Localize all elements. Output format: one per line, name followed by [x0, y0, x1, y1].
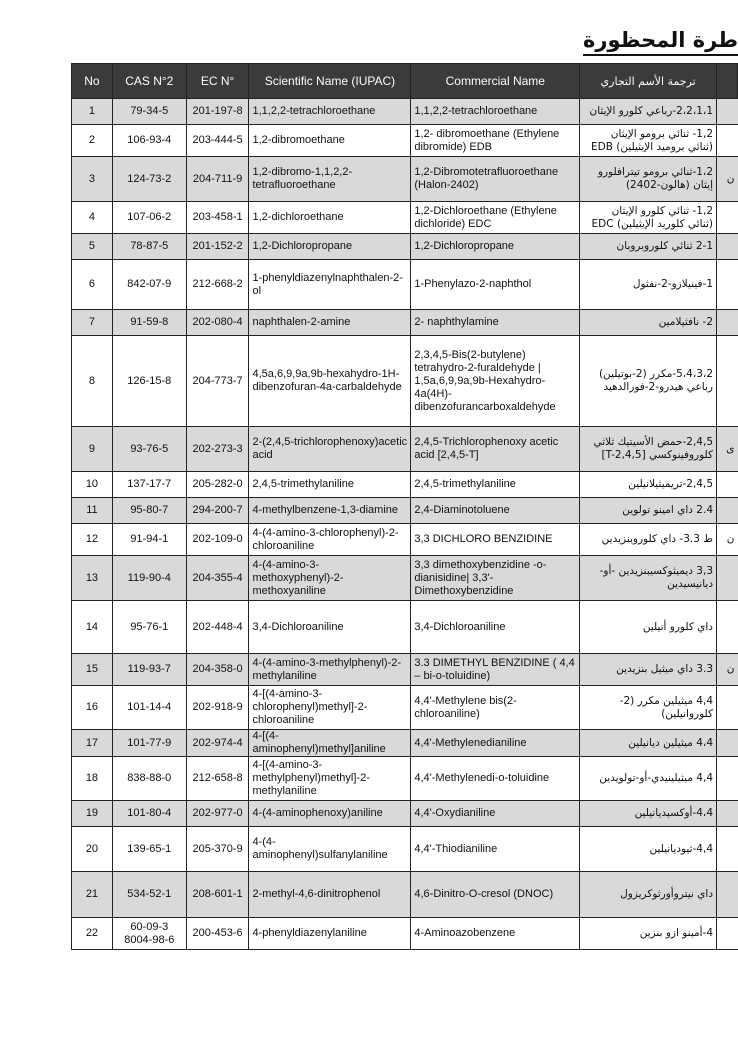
cell-commercial: 1,2-Dichloropropane [411, 234, 580, 260]
cell-commercial: 2,4,5-Trichlorophenoxy acetic acid [2,4,5-T] [411, 427, 580, 472]
cell-edge [717, 827, 738, 872]
cell-cas: 124-73-2 [112, 157, 186, 202]
table-row [72, 234, 738, 260]
header-cas: CAS N°2 [112, 64, 186, 99]
cell-edge [717, 260, 738, 310]
cell-ec: 201-152-2 [186, 234, 249, 260]
cell-ec: 212-658-8 [186, 757, 249, 801]
cell-commercial: 4,4'-Oxydianiline [411, 801, 580, 827]
cell-arabic: 2,4,5-تريميثيلانيلين [580, 472, 717, 498]
cell-arabic: داي نيتروأورثوكريزول [580, 872, 717, 918]
cell-iupac: 4,5a,6,9,9a,9b-hexahydro-1H-dibenzofuran-4a-carbaldehyde [249, 336, 411, 427]
cell-arabic: 4,4-ثيوديانيلين [580, 827, 717, 872]
cell-edge [717, 202, 738, 234]
cell-commercial: 1-Phenylazo-2-naphthol [411, 260, 580, 310]
cell-no: 9 [72, 427, 113, 472]
cell-cas: 126-15-8 [112, 336, 186, 427]
cell-no: 8 [72, 336, 113, 427]
cell-iupac: 1,2-dibromoethane [249, 125, 411, 157]
cell-iupac: 2-methyl-4,6-dinitrophenol [249, 872, 411, 918]
cell-cas: 91-94-1 [112, 524, 186, 556]
cell-edge [717, 686, 738, 730]
cell-ec: 208-601-1 [186, 872, 249, 918]
cell-cas: 842-07-9 [112, 260, 186, 310]
cell-no: 5 [72, 234, 113, 260]
cell-cas: 79-34-5 [112, 99, 186, 125]
cell-arabic: ط 3.3- داي كلوروبنزيدين [580, 524, 717, 556]
cell-ec: 205-282-0 [186, 472, 249, 498]
cell-ec: 294-200-7 [186, 498, 249, 524]
cell-cas: 119-90-4 [112, 556, 186, 601]
cell-cas: 534-52-1 [112, 872, 186, 918]
header-iupac: Scientific Name (IUPAC) [249, 64, 411, 99]
table-row [72, 524, 738, 556]
cell-commercial: 4,4'-Methylenedianiline [411, 730, 580, 757]
cell-edge [717, 99, 738, 125]
cell-arabic: 3,3 ديميثوكسيبنزيدين -أو- ديانيسيدين [580, 556, 717, 601]
cell-arabic: 4-أمينو ازو بنزين [580, 918, 717, 950]
cell-no: 12 [72, 524, 113, 556]
cell-arabic: 2- نافثيلامين [580, 310, 717, 336]
cell-arabic: 2,4,5-حمض الأسيتيك ثلاثي كلوروفينوكسي [T-2,4,5] [580, 427, 717, 472]
cell-iupac: 4-[(4-amino-3-chlorophenyl)methyl]-2-chloroaniline [249, 686, 411, 730]
cell-edge: ن [717, 654, 738, 686]
table-row [72, 757, 738, 801]
cell-edge [717, 872, 738, 918]
cell-commercial: 1,1,2,2-tetrachloroethane [411, 99, 580, 125]
cell-commercial: 4-Aminoazobenzene [411, 918, 580, 950]
cell-iupac: 1,2-dichloroethane [249, 202, 411, 234]
table-row [72, 125, 738, 157]
cell-arabic: 2،2،1،1-رباعي كلورو الإيثان [580, 99, 717, 125]
cell-cas: 91-59-8 [112, 310, 186, 336]
cell-iupac: 1,1,2,2-tetrachloroethane [249, 99, 411, 125]
cell-edge [717, 801, 738, 827]
cell-commercial: 2- naphthylamine [411, 310, 580, 336]
table-row [72, 498, 738, 524]
cell-ec: 202-974-4 [186, 730, 249, 757]
table-row [72, 260, 738, 310]
cell-cas: 106-93-4 [112, 125, 186, 157]
header-arabic: ترجمة الأسم التجاري [580, 64, 717, 99]
cell-ec: 202-080-4 [186, 310, 249, 336]
table-row [72, 472, 738, 498]
cell-iupac: 4-phenyldiazenylaniline [249, 918, 411, 950]
cell-cas: 95-76-1 [112, 601, 186, 654]
cell-edge [717, 234, 738, 260]
cell-edge [717, 310, 738, 336]
cell-iupac: 2-(2,4,5-trichlorophenoxy)acetic acid [249, 427, 411, 472]
table-row [72, 310, 738, 336]
cell-iupac: 4-(4-amino-3-methoxyphenyl)-2-methoxyaniline [249, 556, 411, 601]
cell-iupac: 1-phenyldiazenylnaphthalen-2-ol [249, 260, 411, 310]
cell-edge [717, 125, 738, 157]
cell-commercial: 2,3,4,5-Bis(2-butylene) tetrahydro-2-furaldehyde | 1,5a,6,9,9a,9b-Hexahydro-4a(4H)-dibenzofurancarboxaldehyde [411, 336, 580, 427]
cell-commercial: 1,2-Dibromotetrafluoroethane (Halon-2402) [411, 157, 580, 202]
cell-commercial: 3.3 DIMETHYL BENZIDINE ( 4,4 – bi-o-toluidine) [411, 654, 580, 686]
cell-no: 10 [72, 472, 113, 498]
cell-no: 15 [72, 654, 113, 686]
cell-no: 16 [72, 686, 113, 730]
table-row [72, 427, 738, 472]
cell-iupac: 4-[(4-amino-3-methylphenyl)methyl]-2-methylaniline [249, 757, 411, 801]
cell-no: 7 [72, 310, 113, 336]
table-row [72, 202, 738, 234]
table-row [72, 99, 738, 125]
cell-cas: 119-93-7 [112, 654, 186, 686]
table-header-row [72, 64, 738, 99]
cell-ec: 202-273-3 [186, 427, 249, 472]
cell-cas: 101-14-4 [112, 686, 186, 730]
cell-no: 6 [72, 260, 113, 310]
header-no: No [72, 64, 113, 99]
cell-edge: ن [717, 157, 738, 202]
cell-cas: 101-80-4 [112, 801, 186, 827]
cell-ec: 202-977-0 [186, 801, 249, 827]
cell-iupac: 4-(4-amino-3-methylphenyl)-2-methylaniline [249, 654, 411, 686]
cell-edge [717, 918, 738, 950]
cell-ec: 201-197-8 [186, 99, 249, 125]
cell-arabic: 4,4 ميثيلينيدي-أو-تولويدين [580, 757, 717, 801]
page-title: طرة المحظورة [583, 28, 738, 56]
cell-edge [717, 336, 738, 427]
cell-arabic: 5،4،3،2-مكرر (2-بوتيلين) رباعي هيدرو-2-فورالدهيد [580, 336, 717, 427]
table-row [72, 601, 738, 654]
cell-cas: 107-06-2 [112, 202, 186, 234]
cell-arabic: 1,2- ثنائي برومو الإيثان (ثنائي بروميد الإيثيلين) EDB [580, 125, 717, 157]
table-body [72, 99, 738, 950]
cell-arabic: 4،4-أوكسيديانيلين [580, 801, 717, 827]
cell-no: 3 [72, 157, 113, 202]
cell-iupac: 2,4,5-trimethylaniline [249, 472, 411, 498]
cell-iupac: 4-[(4-aminophenyl)methyl]aniline [249, 730, 411, 757]
cell-ec: 203-444-5 [186, 125, 249, 157]
cell-cas: 137-17-7 [112, 472, 186, 498]
cell-cas: 78-87-5 [112, 234, 186, 260]
cell-iupac: 1,2-dibromo-1,1,2,2-tetrafluoroethane [249, 157, 411, 202]
table-row [72, 654, 738, 686]
cell-arabic: داي كلورو أنيلين [580, 601, 717, 654]
cell-ec: 202-918-9 [186, 686, 249, 730]
table-row [72, 730, 738, 757]
cell-commercial: 3,3 dimethoxybenzidine -o-dianisidine| 3,3'-Dimethoxybenzidine [411, 556, 580, 601]
cell-commercial: 4,4'-Thiodianiline [411, 827, 580, 872]
cell-no: 17 [72, 730, 113, 757]
cell-ec: 202-109-0 [186, 524, 249, 556]
cell-no: 11 [72, 498, 113, 524]
cell-commercial: 3,3 DICHLORO BENZIDINE [411, 524, 580, 556]
table-row [72, 157, 738, 202]
cell-commercial: 1,2- dibromoethane (Ethylene dibromide) EDB [411, 125, 580, 157]
header-ec: EC N° [186, 64, 249, 99]
cell-commercial: 3,4-Dichloroaniline [411, 601, 580, 654]
cell-edge [717, 730, 738, 757]
cell-arabic: 1،2-ثنائي برومو تيترافلورو إيثان (هالون-2402) [580, 157, 717, 202]
cell-commercial: 4,6-Dinitro-O-cresol (DNOC) [411, 872, 580, 918]
cell-iupac: 3,4-Dichloroaniline [249, 601, 411, 654]
table-row [72, 918, 738, 950]
table-row [72, 872, 738, 918]
cell-edge [717, 757, 738, 801]
cell-no: 2 [72, 125, 113, 157]
cell-no: 1 [72, 99, 113, 125]
cell-arabic: 1-فينيلازو-2-نفثول [580, 260, 717, 310]
cell-ec: 212-668-2 [186, 260, 249, 310]
cell-cas: 139-65-1 [112, 827, 186, 872]
table-row [72, 827, 738, 872]
table-row [72, 556, 738, 601]
cell-cas: 101-77-9 [112, 730, 186, 757]
cell-no: 13 [72, 556, 113, 601]
header-edge [717, 64, 738, 99]
cell-edge: ى [717, 427, 738, 472]
cell-commercial: 2,4,5-trimethylaniline [411, 472, 580, 498]
cell-arabic: 4,4 ميثيلين مكرر (2-كلوروانيلين) [580, 686, 717, 730]
cell-arabic: 2-1 ثنائي كلوروبروبان [580, 234, 717, 260]
cell-iupac: 4-methylbenzene-1,3-diamine [249, 498, 411, 524]
cell-cas: 60-09-3 8004-98-6 [112, 918, 186, 950]
cell-ec: 204-711-9 [186, 157, 249, 202]
cell-iupac: 4-(4-amino-3-chlorophenyl)-2-chloroaniline [249, 524, 411, 556]
cell-edge [717, 498, 738, 524]
cell-no: 20 [72, 827, 113, 872]
header-commercial: Commercial Name [411, 64, 580, 99]
cell-commercial: 4,4'-Methylene bis(2-chloroaniline) [411, 686, 580, 730]
cell-iupac: 4-(4-aminophenyl)sulfanylaniline [249, 827, 411, 872]
cell-edge [717, 601, 738, 654]
cell-cas: 93-76-5 [112, 427, 186, 472]
cell-no: 22 [72, 918, 113, 950]
cell-edge [717, 472, 738, 498]
cell-ec: 204-358-0 [186, 654, 249, 686]
cell-no: 4 [72, 202, 113, 234]
cell-arabic: 2.4 داي امينو تولوين [580, 498, 717, 524]
cell-ec: 204-355-4 [186, 556, 249, 601]
chemicals-table [71, 63, 738, 950]
cell-iupac: 4-(4-aminophenoxy)aniline [249, 801, 411, 827]
cell-arabic: 1,2- ثنائي كلورو الإيثان (ثنائي كلوريد الإيثيلين) EDC [580, 202, 717, 234]
cell-ec: 204-773-7 [186, 336, 249, 427]
cell-ec: 202-448-4 [186, 601, 249, 654]
cell-ec: 205-370-9 [186, 827, 249, 872]
cell-cas: 95-80-7 [112, 498, 186, 524]
cell-arabic: 4،4 ميثيلين ديانيلين [580, 730, 717, 757]
cell-edge [717, 556, 738, 601]
cell-commercial: 4,4'-Methylenedi-o-toluidine [411, 757, 580, 801]
cell-ec: 203-458-1 [186, 202, 249, 234]
cell-ec: 200-453-6 [186, 918, 249, 950]
cell-arabic: 3.3 داي ميثيل بنزيدين [580, 654, 717, 686]
cell-edge: ن [717, 524, 738, 556]
cell-commercial: 2,4-Diaminotoluene [411, 498, 580, 524]
table-row [72, 336, 738, 427]
cell-no: 21 [72, 872, 113, 918]
cell-no: 19 [72, 801, 113, 827]
cell-iupac: 1,2-Dichloropropane [249, 234, 411, 260]
cell-cas: 838-88-0 [112, 757, 186, 801]
cell-no: 18 [72, 757, 113, 801]
cell-iupac: naphthalen-2-amine [249, 310, 411, 336]
cell-no: 14 [72, 601, 113, 654]
cell-commercial: 1,2-Dichloroethane (Ethylene dichloride) EDC [411, 202, 580, 234]
table-row [72, 801, 738, 827]
table-row [72, 686, 738, 730]
